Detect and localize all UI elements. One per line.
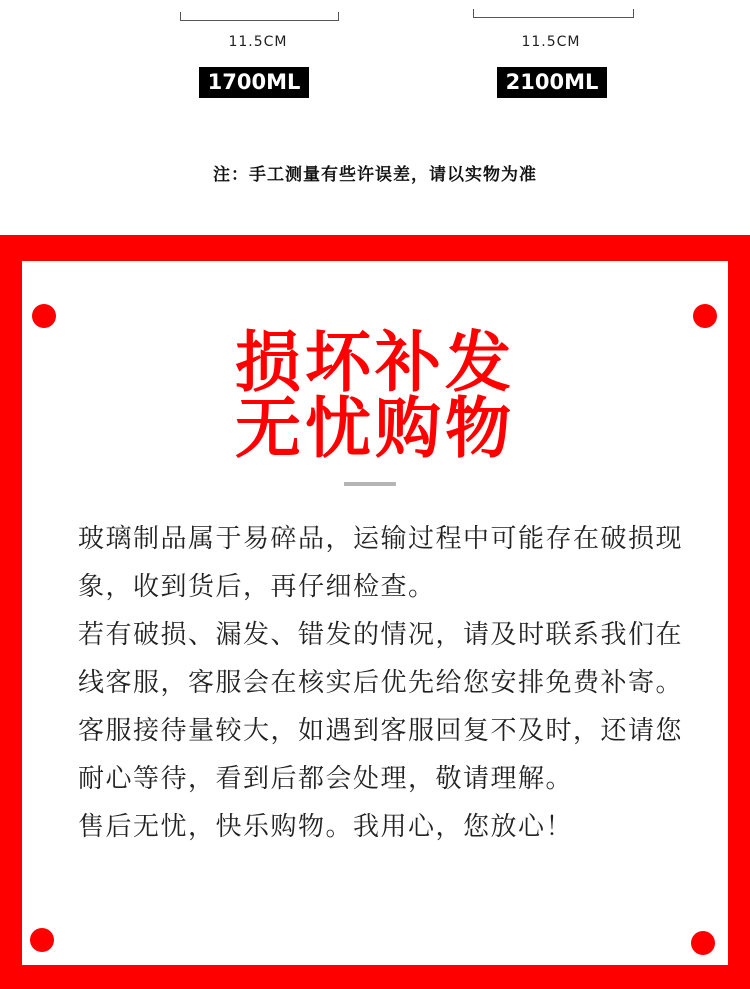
paragraph-contact: 若有破损、漏发、错发的情况，请及时联系我们在线客服，客服会在核实后优先给您安排免费补寄。: [78, 620, 684, 698]
corner-dot-bottom-right: [691, 931, 715, 955]
headline-line-1: 损坏补发: [235, 324, 515, 401]
paragraph-patience: 客服接待量较大，如遇到客服回复不及时，还请您耐心等待，看到后都会处理，敬请理解。: [78, 716, 684, 794]
dimension-label-1: 11.5CM: [228, 34, 288, 50]
paragraph-breakage: 玻璃制品属于易碎品，运输过程中可能存在破损现象，收到货后，再仔细检查。: [78, 524, 684, 602]
after-sales-text: [78, 515, 688, 851]
corner-dot-top-left: [32, 304, 56, 328]
volume-badge-1: 1700ML: [199, 67, 309, 98]
measurement-note: 注：手工测量有些许误差，请以实物为准: [213, 165, 537, 185]
dimension-label-2: 11.5CM: [521, 34, 581, 50]
corner-dot-bottom-left: [30, 928, 54, 952]
volume-badge-2: 2100ML: [497, 67, 607, 98]
headline-line-2: 无忧购物: [235, 390, 515, 467]
dimension-bracket-right: [473, 9, 634, 18]
after-sales-banner: [0, 235, 750, 989]
after-sales-card: [22, 261, 728, 965]
product-spec-section: [0, 0, 750, 235]
paragraph-slogan: 售后无忧，快乐购物。我用心，您放心！: [78, 812, 574, 842]
corner-dot-top-right: [693, 304, 717, 328]
dimension-bracket-left: [180, 12, 339, 21]
divider: [344, 482, 396, 486]
